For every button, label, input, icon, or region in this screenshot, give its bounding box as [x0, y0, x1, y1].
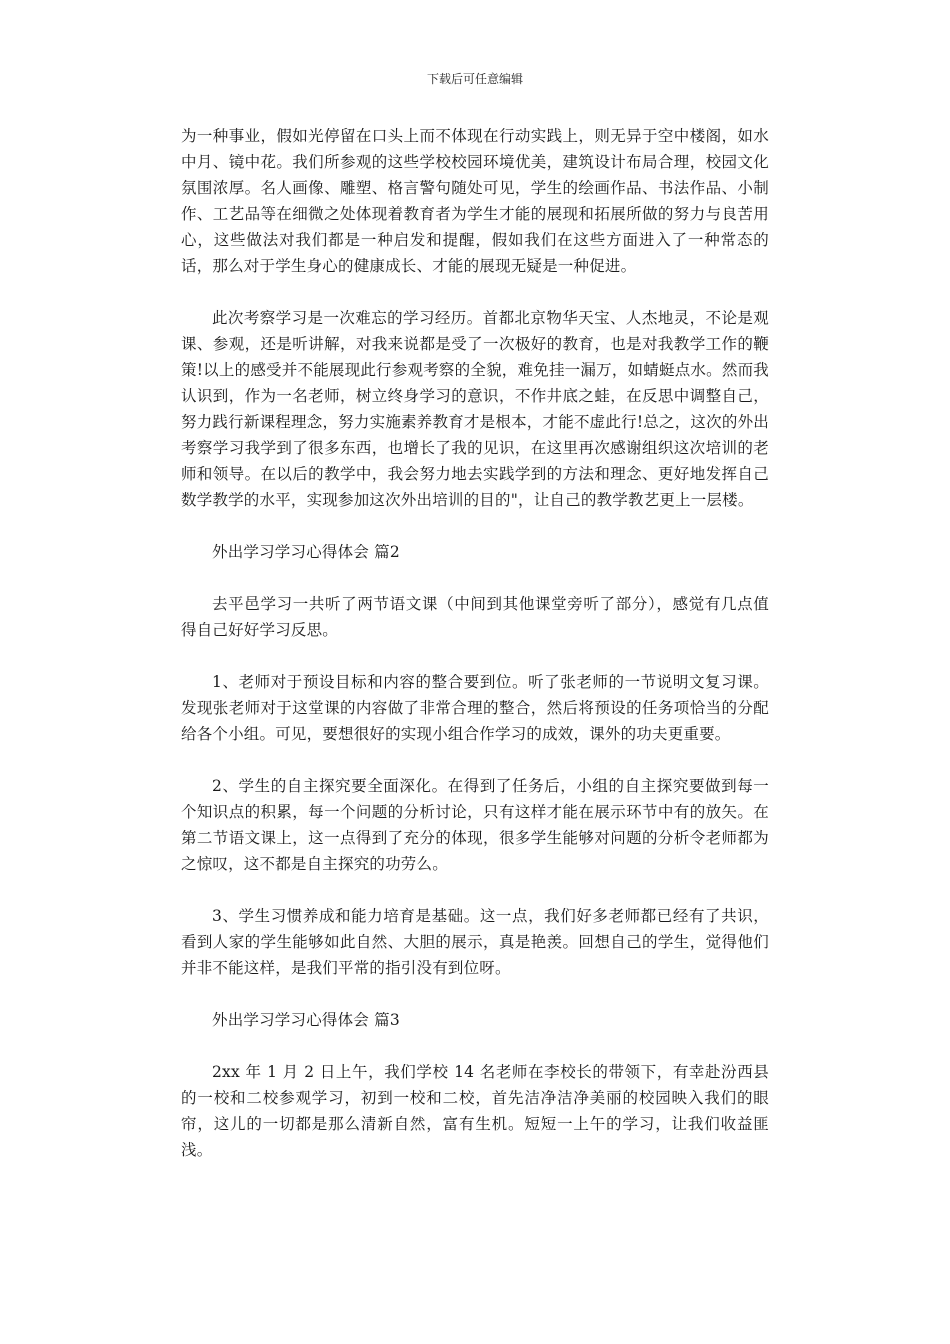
document-body: [181, 123, 769, 1189]
paragraph: 3、学生习惯养成和能力培育是基础。这一点，我们好多老师都已经有了共识，看到人家的学生能够如此自然、大胆的展示，真是艳羡。回想自己的学生，觉得他们并非不能这样，是我们平常的指引没有到位呀。: [181, 907, 769, 977]
paragraph: 1、老师对于预设目标和内容的整合要到位。听了张老师的一节说明文复习课。发现张老师对于这堂课的内容做了非常合理的整合，然后将预设的任务项恰当的分配给各个小组。可见，要想很好的实现小组合作学习的成效，课外的功夫更重要。: [181, 673, 769, 743]
paragraph: 去平邑学习一共听了两节语文课（中间到其他课堂旁听了部分），感觉有几点值得自己好好学习反思。: [181, 595, 769, 639]
section-heading: 外出学习学习心得体会 篇2: [212, 543, 400, 561]
paragraph: 2、学生的自主探究要全面深化。在得到了任务后，小组的自主探究要做到每一个知识点的积累，每一个问题的分析讨论，只有这样才能在展示环节中有的放矢。在第二节语文课上，这一点得到了充分的体现，很多学生能够对问题的分析令老师都为之惊叹，这不都是自主探究的功劳么。: [181, 777, 769, 873]
paragraph: 为一种事业，假如光停留在口头上而不体现在行动实践上，则无异于空中楼阁，如水中月、镜中花。我们所参观的这些学校校园环境优美，建筑设计布局合理，校园文化氛围浓厚。名人画像、雕塑、格言警句随处可见，学生的绘画作品、书法作品、小制作、工艺品等在细微之处体现着教育者为学生才能的展现和拓展所做的努力与良苦用心，这些做法对我们都是一种启发和提醒，假如我们在这些方面进入了一种常态的话，那么对于学生身心的健康成长、才能的展现无疑是一种促进。: [181, 127, 769, 275]
section-heading: 外出学习学习心得体会 篇3: [212, 1011, 400, 1029]
page-header: 下载后可任意编辑: [426, 72, 523, 86]
paragraph: 此次考察学习是一次难忘的学习经历。首都北京物华天宝、人杰地灵，不论是观课、参观，还是听讲解，对我来说都是受了一次极好的教育，也是对我教学工作的鞭策!以上的感受并不能展现此行参观考察的全貌，难免挂一漏万，如蜻蜓点水。然而我认识到，作为一名老师，树立终身学习的意识，不作井底之蛙，在反思中调整自己，努力践行新课程理念，努力实施素养教育才是根本，才能不虚此行!总之，这次的外出考察学习我学到了很多东西，也增长了我的见识，在这里再次感谢组织这次培训的老师和领导。在以后的教学中，我会努力地去实践学到的方法和理念、更好地发挥自己数学教学的水平，实现参加这次外出培训的目的"，让自己的教学教艺更上一层楼。: [181, 309, 769, 509]
paragraph: 2xx 年 1 月 2 日上午，我们学校 14 名老师在李校长的带领下，有幸赴汾西县的一校和二校参观学习，初到一校和二校，首先洁净洁净美丽的校园映入我们的眼帘，这儿的一切都是那么清新自然，富有生机。短短一上午的学习，让我们收益匪浅。: [181, 1063, 769, 1159]
